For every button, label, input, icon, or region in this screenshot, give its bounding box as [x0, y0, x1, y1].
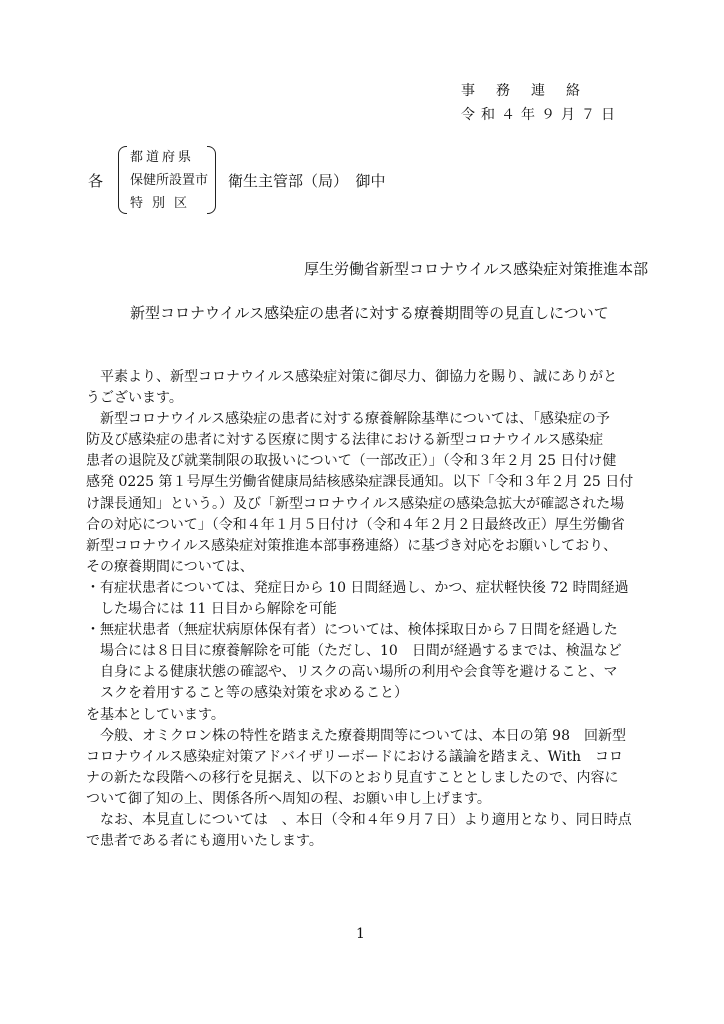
- right-bracket: [207, 146, 216, 214]
- body-line: け課長通知」という。）及び「新型コロナウイルス感染症の感染急拡大が確認された場: [86, 495, 625, 512]
- document-body: [86, 367, 642, 852]
- body-line: 患者の退院及び就業制限の取扱いについて（一部改正）」（令和３年２月 25 日付け健: [86, 453, 617, 470]
- addressee-bracket-group: [118, 146, 216, 216]
- body-line: 今般、オミクロン株の特性を踏まえた療養期間等については、本日の第 98 回新型: [86, 727, 626, 744]
- addressee-list: [130, 146, 208, 215]
- body-line: 防及び感染症の患者に対する医療に関する法律における新型コロナウイルス感染症: [86, 432, 604, 449]
- bullet-line: スクを着用すること等の感染対策を求めること）: [86, 685, 408, 702]
- addressee-department: 衛生主管部（局） 御中: [228, 172, 386, 190]
- addressee-prefix: 各: [88, 172, 104, 190]
- body-line: で患者である者にも適用いたします。: [86, 833, 323, 850]
- body-line: を基本としています。: [86, 706, 225, 723]
- sender: 厚生労働省新型コロナウイルス感染症対策推進本部: [304, 260, 649, 278]
- addressee-line: 保健所設置市: [130, 173, 209, 188]
- body-line: その療養期間については、: [86, 558, 254, 575]
- body-line: ついて御了知の上、関係各所へ周知の程、お願い申し上げます。: [86, 790, 491, 807]
- body-line: コロナウイルス感染症対策アドバイザリーボードにおける議論を踏まえ、With コロ: [86, 748, 623, 765]
- body-line: 合の対応について」（令和４年１月５日付け（令和４年２月２日最終改正）厚生労働省: [86, 516, 625, 533]
- bullet-line: 場合には８日目に療養解除を可能（ただし、10 日間が経過するまでは、検温など: [86, 643, 622, 660]
- body-line: うございます。: [86, 390, 183, 407]
- body-line: 新型コロナウイルス感染症の患者に対する療養解除基準については、「感染症の予: [86, 411, 610, 428]
- body-line: 平素より、新型コロナウイルス感染症対策に御尽力、御協力を賜り、誠にありがと: [86, 369, 618, 385]
- document-date: 令和４年９月７日: [461, 107, 621, 123]
- document-title: 新型コロナウイルス感染症の患者に対する療養期間等の見直しについて: [130, 304, 609, 322]
- body-line: なお、本見直しについては 、本日（令和４年９月７日）より適用となり、同日時点: [86, 811, 632, 828]
- bullet-line: した場合には 11 日目から解除を可能: [86, 601, 337, 618]
- addressee-line: 都道府県: [130, 150, 195, 165]
- document-type: 事務連絡: [461, 83, 601, 99]
- body-line: 新型コロナウイルス感染症対策推進本部事務連絡）に基づき対応をお願いしており、: [86, 537, 618, 554]
- bullet-line: ・無症状患者（無症状病原体保有者）については、検体採取日から７日間を経過した: [86, 622, 618, 639]
- body-line: ナの新たな段階への移行を見据え、以下のとおり見直すこととしましたので、内容に: [86, 769, 619, 786]
- page-number: 1: [356, 926, 365, 942]
- bullet-line: ・有症状患者については、発症日から 10 日間経過し、かつ、症状軽快後 72 時間経過: [86, 579, 629, 596]
- addressee-line: 特別区: [130, 196, 197, 211]
- left-bracket: [118, 146, 127, 214]
- bullet-line: 自身による健康状態の確認や、リスクの高い場所の利用や会食等を避けること、マ: [86, 664, 618, 681]
- body-line: 感発 0225 第１号厚生労働省健康局結核感染症課長通知。以下「令和３年２月 25 日付: [86, 474, 634, 491]
